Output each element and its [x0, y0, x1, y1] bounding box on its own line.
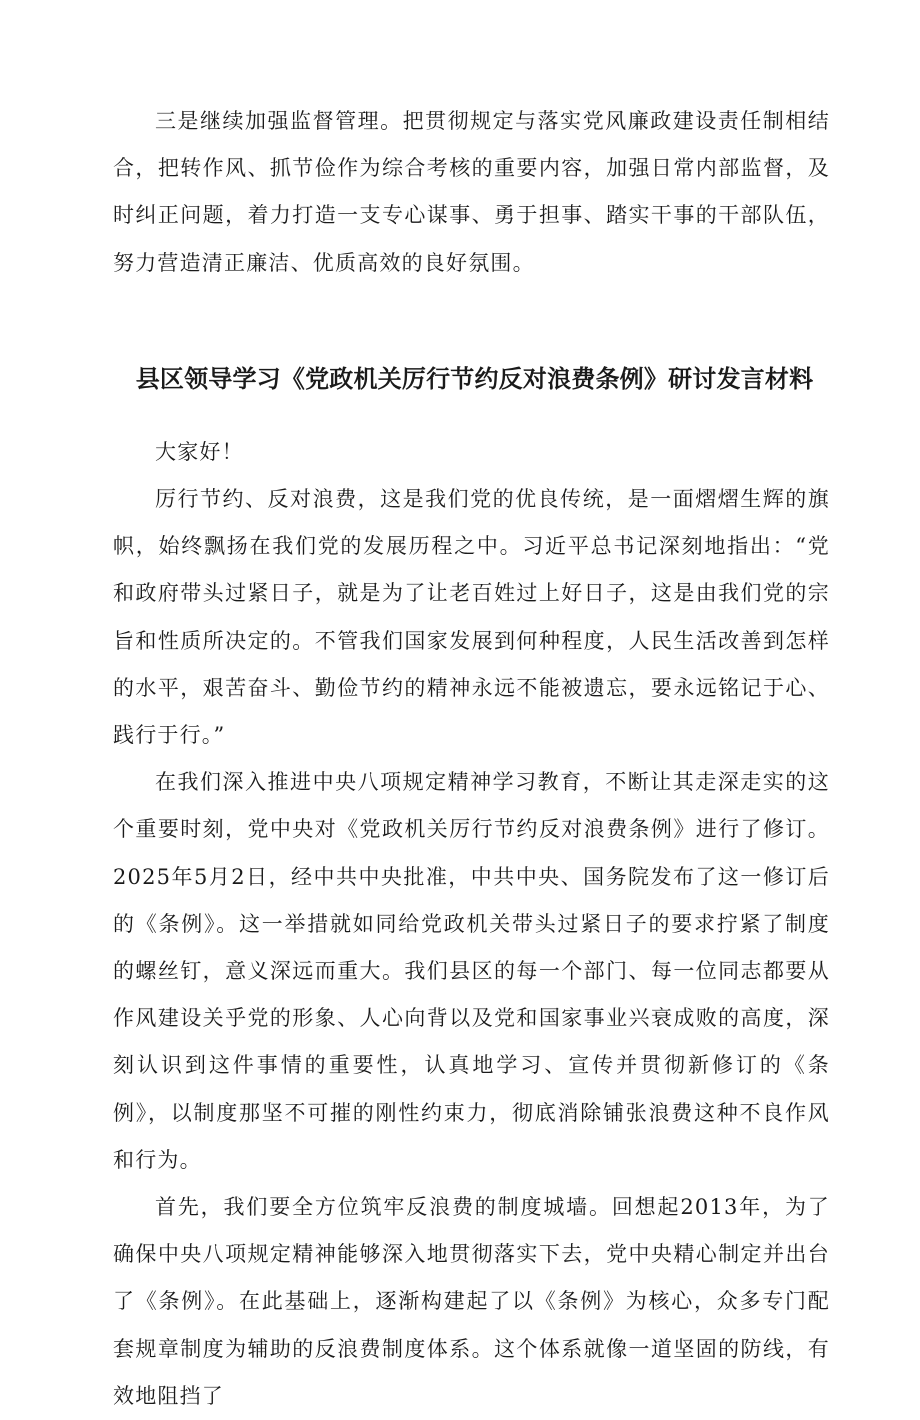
intro-paragraph: 三是继续加强监督管理。把贯彻规定与落实党风廉政建设责任制相结合，把转作风、抓节俭作为综合考核的重要内容，加强日常内部监督，及时纠正问题，着力打造一支专心谋事、勇于担事、踏实干事的干部队伍，努力营造清正廉洁、优质高效的良好氛围。: [113, 109, 830, 275]
greeting: 大家好！: [155, 439, 244, 464]
body-paragraph-3: 首先，我们要全方位筑牢反浪费的制度城墙。回想起2013年，为了确保中央八项规定精神能够深入地贯彻落实下去，党中央精心制定并出台了《条例》。在此基础上，逐渐构建起了以《条例》为核心，众多专门配套规章制度为辅助的反浪费制度体系。这个体系就像一道坚固的防线，有效地阻挡了: [113, 1195, 830, 1408]
document-title: 县区领导学习《党政机关厉行节约反对浪费条例》研讨发言材料: [135, 364, 814, 393]
body-paragraph-1: 厉行节约、反对浪费，这是我们党的优良传统，是一面熠熠生辉的旗帜，始终飘扬在我们党的发展历程之中。习近平总书记深刻地指出：“党和政府带头过紧日子，就是为了让老百姓过上好日子，这是由我们党的宗旨和性质所决定的。不管我们国家发展到何种程度，人民生活改善到怎样的水平，艰苦奋斗、勤俭节约的精神永远不能被遗忘，要永远铭记于心、践行于行。”: [113, 487, 830, 748]
body-paragraph-2: 在我们深入推进中央八项规定精神学习教育，不断让其走深走实的这个重要时刻，党中央对《党政机关厉行节约反对浪费条例》进行了修订。2025年5月2日，经中共中央批准，中共中央、国务院发布了这一修订后的《条例》。这一举措就如同给党政机关带头过紧日子的要求拧紧了制度的螺丝钉，意义深远而重大。我们县区的每一个部门、每一位同志都要从作风建设关乎党的形象、人心向背以及党和国家事业兴衰成败的高度，深刻认识到这件事情的重要性，认真地学习、宣传并贯彻新修订的《条例》，以制度那坚不可摧的刚性约束力，彻底消除铺张浪费这种不良作风和行为。: [113, 770, 830, 1172]
